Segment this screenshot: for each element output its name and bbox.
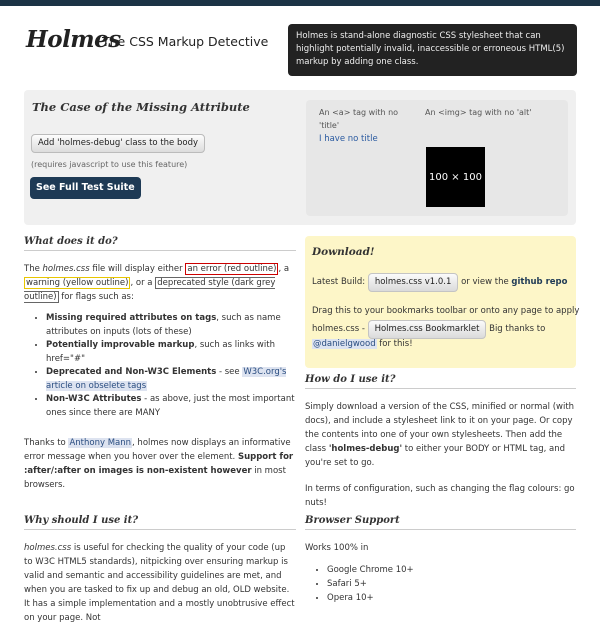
text: Big thanks to: [489, 324, 546, 334]
no-title-link[interactable]: I have no title: [319, 134, 378, 144]
anthony-mann-link[interactable]: Anthony Mann: [69, 438, 132, 448]
browser-list: [327, 563, 576, 605]
text: in most browsers.: [24, 466, 286, 490]
why-title: Why should I use it?: [24, 515, 296, 530]
thanks-line: [312, 339, 413, 349]
works-text: Works 100% in: [305, 543, 369, 553]
site-logo[interactable]: Holmes: [26, 26, 121, 53]
text: or view the: [461, 277, 509, 287]
latest-build-line: [312, 273, 567, 292]
drag-text: Drag this to your bookmarks toolbar or onto any page to apply: [312, 306, 580, 316]
text: is useful for checking the quality of your code (up to W3C HTML5 standards), nitpicking over ensuring markup is valid and semantic and accessibility guidelines are met, and when you are tasked to fix up and debug an old, OLD website. It has a simple implementation and a mostly unobtrusive effect on your page. Not: [24, 543, 295, 623]
missing-alt-label: An <img> tag with no 'alt': [425, 108, 532, 117]
bold-note: Support for :after/:after on images is non-existent however: [24, 452, 294, 476]
text: file will display either: [89, 264, 186, 274]
item-bold: Missing required attributes on tags: [46, 313, 217, 323]
filename: holmes.css: [42, 264, 90, 274]
class-name: 'holmes-debug': [328, 444, 403, 454]
w3c-link[interactable]: W3C.org's article on obselete tags: [46, 367, 287, 391]
list-item: [46, 312, 296, 339]
download-latest-button[interactable]: holmes.css v1.0.1: [368, 273, 458, 292]
test-area: [306, 100, 568, 216]
list-item: • Safari 5+: [327, 577, 576, 591]
full-test-suite-button[interactable]: See Full Test Suite: [30, 177, 141, 199]
demo-title: The Case of the Missing Attribute: [32, 100, 250, 114]
item-bold: Potentially improvable markup: [46, 340, 195, 350]
why-paragraph: [24, 541, 296, 625]
top-bar: [0, 0, 600, 6]
config-paragraph: In terms of configuration, such as changing the flag colours: go nuts!: [305, 484, 575, 508]
no-alt-image: [426, 147, 485, 207]
item-text: - see: [216, 367, 243, 377]
text: Thanks to: [24, 438, 69, 448]
error-example: an error (red outline): [187, 264, 277, 274]
image-placeholder-text: 100 × 100: [429, 171, 482, 183]
js-note: (requires javascript to use this feature): [31, 160, 188, 169]
how-paragraph: [305, 400, 576, 470]
download-box: [305, 236, 580, 368]
list-item: [46, 393, 296, 420]
text: to either your BODY or HTML tag, and you're set to go.: [305, 444, 566, 468]
missing-title-label: An <a> tag with no 'title': [319, 108, 399, 130]
why-section: [24, 515, 296, 625]
item-bold: Deprecated and Non-W3C Elements: [46, 367, 217, 377]
filename: holmes.css: [24, 543, 72, 553]
list-item: [46, 366, 296, 393]
text: for this!: [379, 339, 413, 349]
text: holmes.css -: [312, 324, 365, 334]
bookmarklet-button[interactable]: Holmes.css Bookmarklet: [368, 320, 487, 339]
item-text: - as above, just the most important ones since there are MANY: [46, 394, 295, 418]
latest-label: Latest Build:: [312, 277, 366, 287]
bookmarklet-line: [312, 320, 545, 339]
item-bold: Non-W3C Attributes: [46, 394, 142, 404]
list-item: • Google Chrome 10+: [327, 563, 576, 577]
list-item: • Opera 10+: [327, 591, 576, 605]
item-text: , such as name attributes on inputs (lots of these): [46, 313, 281, 337]
warning-example: warning (yellow outline): [26, 278, 129, 288]
text: Simply download a version of the CSS, minified or normal (with docs), and include a stylesheet link to it on your page. Or copy the contents into one of your own stylesheets. Then add the class: [305, 402, 575, 454]
browser-section: [305, 515, 576, 605]
browser-title: Browser Support: [305, 515, 576, 530]
what-title: What does it do?: [24, 236, 296, 251]
text: , a: [278, 264, 290, 274]
text: , holmes now displays an informative error message when you hover over the element.: [24, 438, 291, 462]
danielgwood-link[interactable]: @danielgwood: [313, 339, 376, 349]
text: , or a: [130, 278, 156, 288]
deprecated-example: deprecated style (dark grey outline): [24, 278, 276, 302]
site-tagline: The CSS Markup Detective: [102, 34, 269, 49]
what-section: [24, 236, 296, 492]
text: for flags such as:: [58, 292, 134, 302]
what-intro: [24, 262, 296, 304]
add-debug-class-button[interactable]: Add 'holmes-debug' class to the body: [31, 134, 205, 153]
demo-panel: [24, 90, 576, 225]
text: The: [24, 264, 43, 274]
flag-list: [46, 312, 296, 420]
thanks-paragraph: [24, 436, 296, 492]
item-text: , such as links with href="#": [46, 340, 275, 364]
intro-box: Holmes is stand-alone diagnostic CSS stylesheet that can highlight potentially invalid, inaccessible or erroneous HTML(5) markup by adding one class.: [288, 24, 577, 76]
download-title: Download!: [312, 246, 375, 258]
how-title: How do I use it?: [305, 374, 576, 389]
github-link[interactable]: github repo: [511, 277, 568, 287]
list-item: [46, 339, 296, 366]
how-section: [305, 374, 576, 510]
